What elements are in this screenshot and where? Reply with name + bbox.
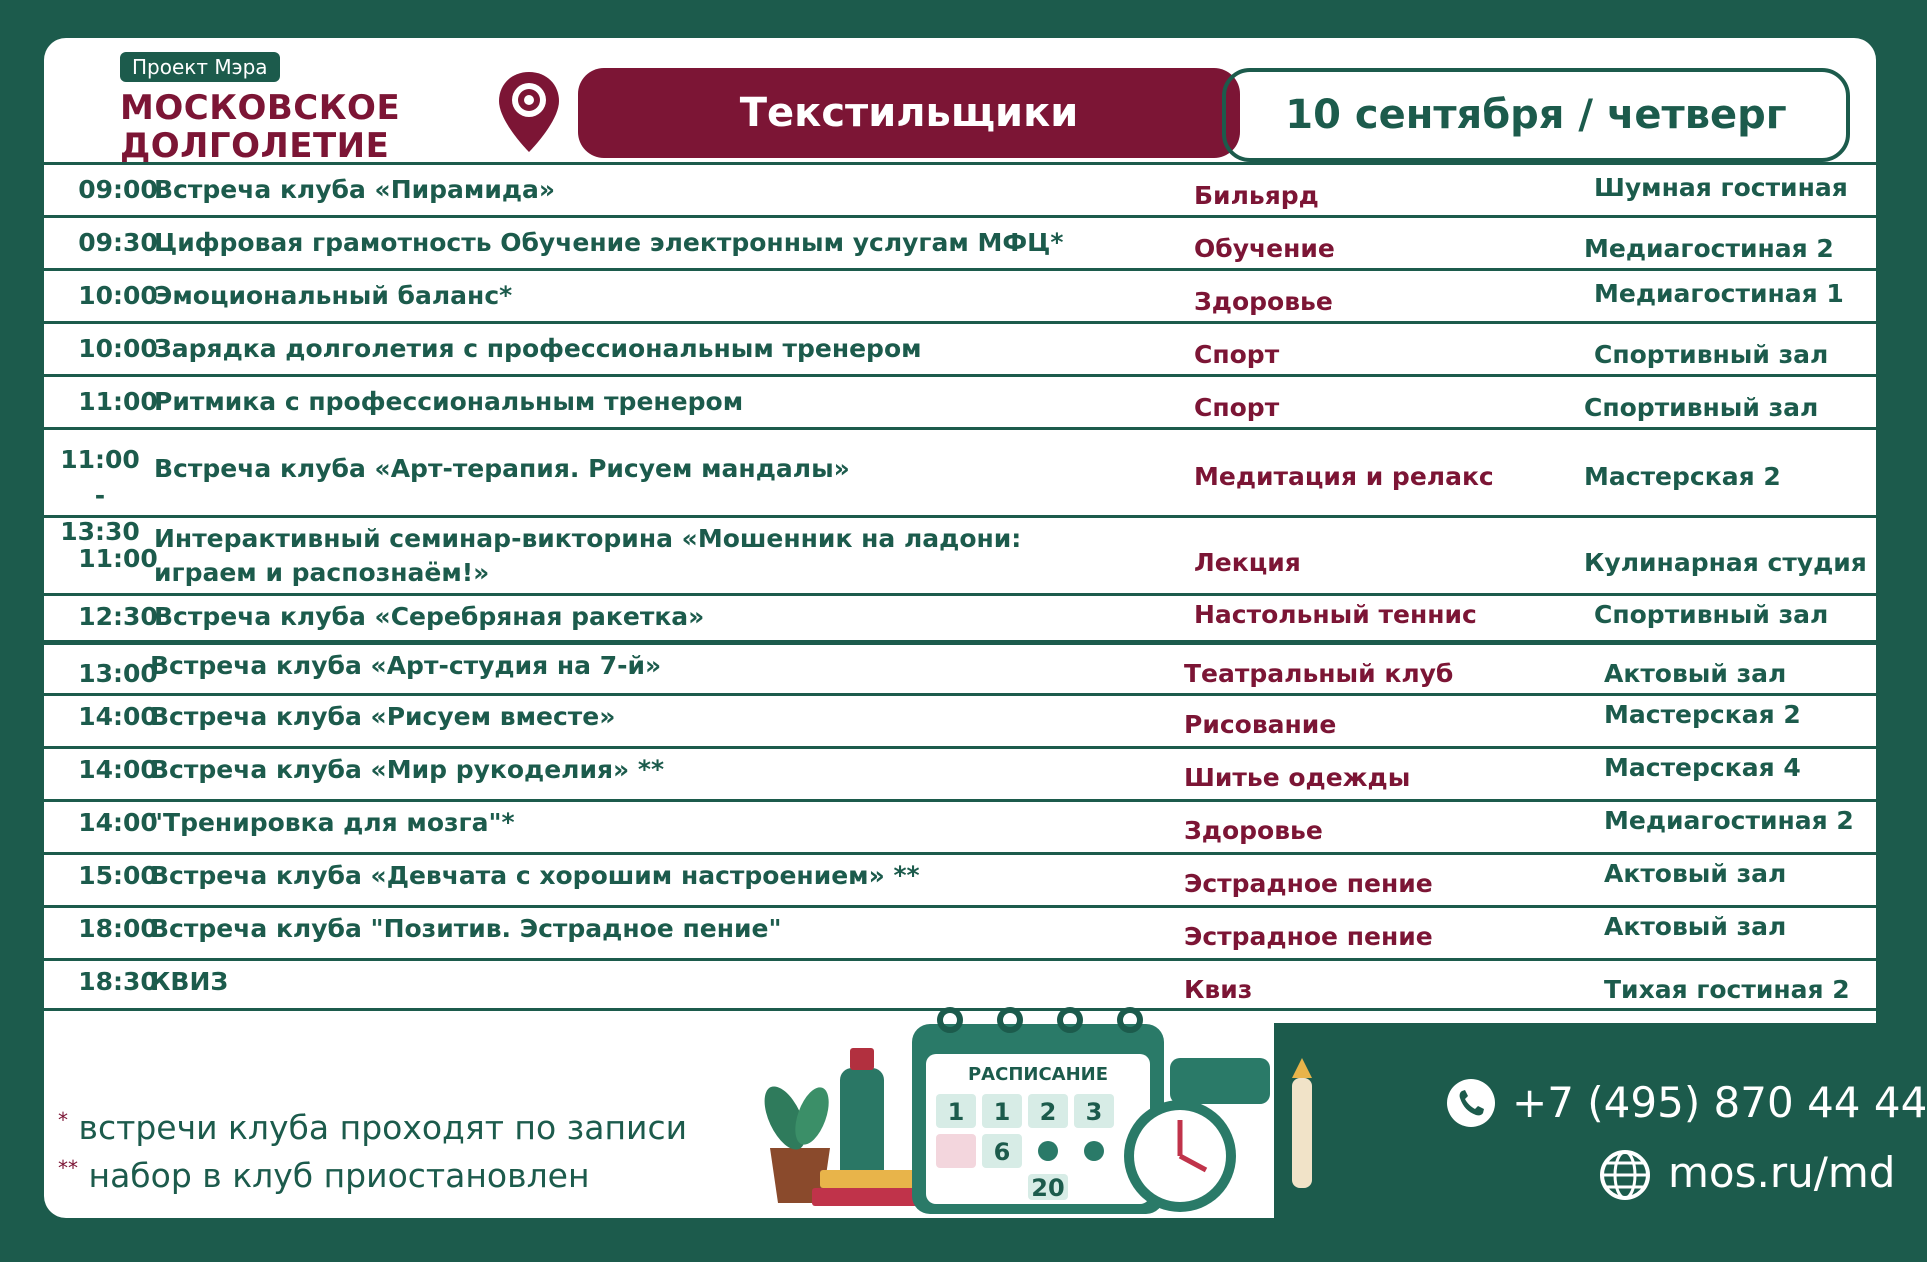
event-title: Зарядка долголетия с профессиональным тренером [154, 334, 922, 363]
schedule-row [44, 374, 1876, 427]
calendar-title: РАСПИСАНИЕ [967, 1064, 1109, 1085]
district-title: Текстильщики [578, 68, 1240, 158]
location-pin-icon [494, 68, 564, 158]
event-time: 12:30 [78, 602, 158, 631]
event-title: Встреча клуба «Девчата с хорошим настроением» ** [150, 861, 920, 890]
calendar-number: 1 [947, 1098, 965, 1126]
event-title: Ритмика с профессиональным тренером [154, 387, 744, 416]
schedule-row [44, 693, 1876, 746]
event-category: Здоровье [1194, 287, 1333, 316]
event-time: 11:00 [78, 387, 158, 416]
event-room: Актовый зал [1604, 659, 1787, 688]
event-room: Актовый зал [1604, 859, 1787, 888]
event-time: 15:00 [78, 861, 158, 890]
event-category: Спорт [1194, 340, 1280, 369]
event-room: Медиагостиная 1 [1594, 279, 1844, 308]
event-room: Мастерская 4 [1604, 753, 1801, 782]
schedule-row [44, 640, 1876, 693]
event-title: "Тренировка для мозга"* [150, 808, 515, 837]
footnote-star: ** [58, 1156, 78, 1180]
logo-line-2: ДОЛГОЛЕТИЕ [120, 126, 390, 166]
event-time: 10:00 [78, 334, 158, 363]
event-room: Мастерская 2 [1604, 700, 1801, 729]
event-room: Тихая гостиная 2 [1604, 975, 1850, 1004]
event-title: Встреча клуба «Арт-студия на 7-й» [150, 651, 662, 680]
event-title: Интерактивный семинар-викторина «Мошенник на ладони: играем и распознаём!» [154, 524, 1022, 587]
event-time: 18:00 [78, 914, 158, 943]
event-room: Шумная гостиная [1594, 173, 1848, 202]
event-time: 09:00 [78, 175, 158, 204]
event-time: 11:00 [78, 544, 158, 573]
footnote-booking [58, 1108, 687, 1147]
schedule-card [44, 38, 1927, 1218]
event-room: Медиагостиная 2 [1584, 234, 1834, 263]
calendar-number: 2 [1039, 1098, 1057, 1126]
schedule-row [44, 746, 1876, 799]
event-title: Цифровая грамотность Обучение электронным услугам МФЦ* [154, 228, 1064, 257]
globe-icon [1598, 1148, 1652, 1202]
event-category: Здоровье [1184, 816, 1323, 845]
event-room: Спортивный зал [1594, 340, 1829, 369]
date-label: 10 сентября / четверг [1222, 68, 1850, 162]
schedule-row [44, 593, 1876, 640]
event-category: Эстрадное пение [1184, 922, 1433, 951]
event-room: Спортивный зал [1594, 600, 1829, 629]
calendar-number: 1 [993, 1098, 1011, 1126]
phone-icon [1446, 1078, 1496, 1128]
event-room: Спортивный зал [1584, 393, 1819, 422]
event-category: Театральный клуб [1184, 659, 1454, 688]
event-category: Медитация и релакс [1194, 462, 1494, 491]
schedule-row [44, 162, 1876, 215]
event-time: 09:30 [78, 228, 158, 257]
event-category: Квиз [1184, 975, 1253, 1004]
event-title: Эмоциональный баланс* [154, 281, 513, 310]
phone-number[interactable]: +7 (495) 870 44 44 [1512, 1078, 1927, 1127]
event-title: КВИЗ [150, 967, 229, 996]
logo-line-1: МОСКОВСКОЕ [120, 88, 401, 128]
event-room: Мастерская 2 [1584, 462, 1781, 491]
schedule-row [44, 852, 1876, 905]
event-time: 14:00 [78, 808, 158, 837]
event-category: Спорт [1194, 393, 1280, 422]
event-category: Рисование [1184, 710, 1337, 739]
schedule-row [44, 215, 1876, 268]
event-category: Эстрадное пение [1184, 869, 1433, 898]
event-room: Актовый зал [1604, 912, 1787, 941]
footnote-text: встречи клуба проходят по записи [78, 1108, 688, 1147]
schedule-row [44, 905, 1876, 958]
schedule-row [44, 515, 1876, 593]
schedule-row [44, 321, 1876, 374]
website-link[interactable]: mos.ru/md [1668, 1148, 1896, 1197]
schedule-table [44, 162, 1876, 1011]
footnote-closed [58, 1156, 590, 1195]
event-category: Обучение [1194, 234, 1335, 263]
event-time: 14:00 [78, 755, 158, 784]
event-time: 10:00 [78, 281, 158, 310]
calendar-number: 20 [1031, 1174, 1065, 1202]
event-time: 11:00 - 13:30 [60, 445, 140, 546]
project-badge: Проект Мэра [120, 52, 280, 82]
event-room: Медиагостиная 2 [1604, 806, 1854, 835]
calendar-number: 3 [1085, 1098, 1103, 1126]
event-title: Встреча клуба «Пирамида» [154, 175, 556, 204]
event-category: Шитье одежды [1184, 763, 1411, 792]
pencil-icon [1292, 1078, 1312, 1188]
schedule-row [44, 799, 1876, 852]
event-time: 14:00 [78, 702, 158, 731]
footnote-text: набор в клуб приостановлен [88, 1156, 590, 1195]
event-title: Встреча клуба «Арт-терапия. Рисуем мандалы» [154, 454, 850, 483]
event-title: Встреча клуба "Позитив. Эстрадное пение" [150, 914, 782, 943]
event-category: Бильярд [1194, 181, 1319, 210]
schedule-row [44, 268, 1876, 321]
event-time: 13:00 [78, 659, 158, 688]
event-category: Лекция [1194, 548, 1301, 577]
event-room: Кулинарная студия [1584, 548, 1867, 577]
calendar-number: 6 [993, 1138, 1011, 1166]
schedule-row [44, 427, 1876, 546]
footnote-star: * [58, 1108, 68, 1132]
event-title: Встреча клуба «Серебряная ракетка» [154, 602, 705, 631]
event-category: Настольный теннис [1194, 600, 1477, 629]
schedule-illustration [700, 998, 1340, 1218]
event-title: Встреча клуба «Мир рукоделия» ** [150, 755, 665, 784]
event-time: 18:30 [78, 967, 158, 996]
event-title: Встреча клуба «Рисуем вместе» [150, 702, 616, 731]
